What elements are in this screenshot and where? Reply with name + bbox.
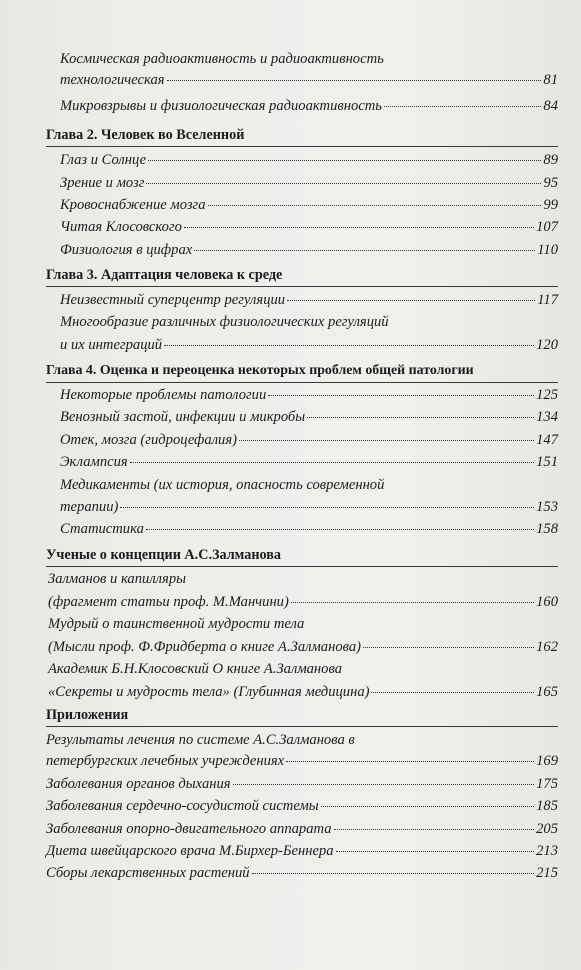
toc-entry xyxy=(60,496,558,518)
toc-entry xyxy=(60,384,558,406)
toc-entry-line: Медикаменты (их история, опасность современной xyxy=(60,477,385,493)
toc-page-number: 95 xyxy=(543,175,558,191)
dot-leader xyxy=(130,461,534,463)
toc-entry xyxy=(46,862,558,884)
toc-page-number: 147 xyxy=(536,432,558,448)
dot-leader xyxy=(146,182,541,184)
toc-entry-title: Статистика xyxy=(60,521,144,537)
toc-entry-title: Диета швейцарского врача М.Бирхер-Беннера xyxy=(46,843,334,859)
dot-leader xyxy=(321,805,534,807)
dot-leader xyxy=(336,850,535,852)
chapter-divider xyxy=(46,286,558,287)
dot-leader xyxy=(371,691,534,693)
dot-leader xyxy=(148,159,541,161)
toc-page-number: 99 xyxy=(543,197,558,213)
toc-entry-title: петербургских лечебных учреждениях xyxy=(46,753,285,769)
toc-entry-line: Залманов и капилляры xyxy=(48,571,187,587)
toc-page-number: 84 xyxy=(543,98,558,114)
toc-entry-title: Глаз и Солнце xyxy=(60,152,147,168)
toc-entry-title: технологическая xyxy=(60,72,165,88)
dot-leader xyxy=(184,226,534,228)
toc-entry-title: Заболевания органов дыхания xyxy=(46,776,231,792)
dot-leader xyxy=(268,394,534,396)
toc-page-number: 205 xyxy=(536,821,558,837)
toc-page-number: 107 xyxy=(536,219,558,235)
toc-entry xyxy=(60,289,558,311)
toc-page-number: 185 xyxy=(536,798,558,814)
toc-entry xyxy=(46,795,558,817)
toc-entry xyxy=(46,773,558,795)
toc-entry xyxy=(60,429,558,451)
toc-entry xyxy=(60,334,558,356)
toc-entry xyxy=(60,518,558,540)
dot-leader xyxy=(146,528,534,530)
toc-page-number: 81 xyxy=(543,72,558,88)
toc-entry-title: Физиология в цифрах xyxy=(60,242,193,258)
toc-page-number: 120 xyxy=(536,337,558,353)
toc-entry-title: Заболевания опорно-двигательного аппарата xyxy=(46,821,332,837)
toc-page-number: 134 xyxy=(536,409,558,425)
toc-entry-title: Кровоснабжение мозга xyxy=(60,197,206,213)
toc-entry xyxy=(60,216,558,238)
toc-entry xyxy=(60,194,558,216)
dot-leader xyxy=(239,439,534,441)
toc-page-number: 151 xyxy=(536,454,558,470)
toc-entry-line: Многообразие различных физиологических регуляций xyxy=(60,314,389,330)
dot-leader xyxy=(334,828,535,830)
dot-leader xyxy=(307,416,534,418)
dot-leader xyxy=(286,760,534,762)
toc-entry-title: Читая Клосовского xyxy=(60,219,182,235)
toc-entry-title: Зрение и мозг xyxy=(60,175,145,191)
toc-entry-line: Академик Б.Н.Клосовский О книге А.Залманова xyxy=(48,661,343,677)
toc-entry-title: Венозный застой, инфекции и микробы xyxy=(60,409,306,425)
section-divider xyxy=(46,566,558,567)
toc-page-number: 169 xyxy=(536,753,558,769)
dot-leader xyxy=(363,646,534,648)
toc-page-number: 125 xyxy=(536,387,558,403)
toc-entry-title: (фрагмент статьи проф. М.Манчини) xyxy=(48,594,289,610)
toc-entry xyxy=(46,750,558,772)
section-heading: Ученые о концепции А.С.Залманова xyxy=(46,547,282,563)
toc-entry-title: (Мысли проф. Ф.Фридберта о книге А.Залманова) xyxy=(48,639,362,655)
dot-leader xyxy=(164,344,534,346)
toc-page-number: 162 xyxy=(536,639,558,655)
toc-page-number: 117 xyxy=(537,292,558,308)
toc-page-number: 165 xyxy=(536,684,558,700)
chapter-heading: Глава 2. Человек во Вселенной xyxy=(46,127,245,143)
toc-entry xyxy=(60,95,558,117)
dot-leader xyxy=(208,204,542,206)
toc-entry-line: Космическая радиоактивность и радиоактивность xyxy=(60,51,384,67)
toc-entry-title: Сборы лекарственных растений xyxy=(46,865,250,881)
toc-entry xyxy=(46,840,558,862)
toc-page-number: 215 xyxy=(536,865,558,881)
toc-entry xyxy=(60,149,558,171)
section-heading: Приложения xyxy=(46,707,129,723)
toc-entry-title: Микровзрывы и физиологическая радиоактивность xyxy=(60,98,382,114)
toc-entry-line: Результаты лечения по системе А.С.Залманова в xyxy=(46,732,355,748)
toc-entry xyxy=(60,172,558,194)
toc-entry-title: терапии) xyxy=(60,499,119,515)
toc-entry-title: Заболевания сердечно-сосудистой системы xyxy=(46,798,319,814)
toc-entry-title: Эклампсия xyxy=(60,454,128,470)
chapter-heading: Глава 4. Оценка и переоценка некоторых проблем общей патологии xyxy=(46,363,474,378)
toc-page-number: 110 xyxy=(537,242,558,258)
dot-leader xyxy=(233,783,535,785)
dot-leader xyxy=(194,249,535,251)
dot-leader xyxy=(252,872,535,874)
toc-entry xyxy=(48,591,558,613)
toc-entry-title: и их интеграций xyxy=(60,337,163,353)
section-divider xyxy=(46,726,558,727)
toc-entry-title: «Секреты и мудрость тела» (Глубинная медицина) xyxy=(48,684,370,700)
dot-leader xyxy=(291,601,534,603)
toc-entry-title: Отек, мозга (гидроцефалия) xyxy=(60,432,237,448)
toc-entry-title: Некоторые проблемы патологии xyxy=(60,387,267,403)
toc-page-number: 160 xyxy=(536,594,558,610)
toc-entry-line: Мудрый о таинственной мудрости тела xyxy=(48,616,305,632)
toc-entry xyxy=(60,406,558,428)
chapter-divider xyxy=(46,146,558,147)
dot-leader xyxy=(287,299,535,301)
toc-entry xyxy=(60,451,558,473)
dot-leader xyxy=(120,506,534,508)
toc-entry xyxy=(48,636,558,658)
toc-entry xyxy=(60,69,558,91)
toc-page-number: 175 xyxy=(536,776,558,792)
toc-entry-title: Неизвестный суперцентр регуляции xyxy=(60,292,286,308)
toc-entry xyxy=(46,818,558,840)
toc-entry xyxy=(60,239,558,261)
toc-page-number: 213 xyxy=(536,843,558,859)
dot-leader xyxy=(167,79,542,81)
chapter-divider xyxy=(46,382,558,383)
toc-entry xyxy=(48,681,558,703)
toc-page-number: 89 xyxy=(543,152,558,168)
chapter-heading: Глава 3. Адаптация человека к среде xyxy=(46,267,283,283)
toc-page-number: 158 xyxy=(536,521,558,537)
toc-page-number: 153 xyxy=(536,499,558,515)
dot-leader xyxy=(384,105,542,107)
